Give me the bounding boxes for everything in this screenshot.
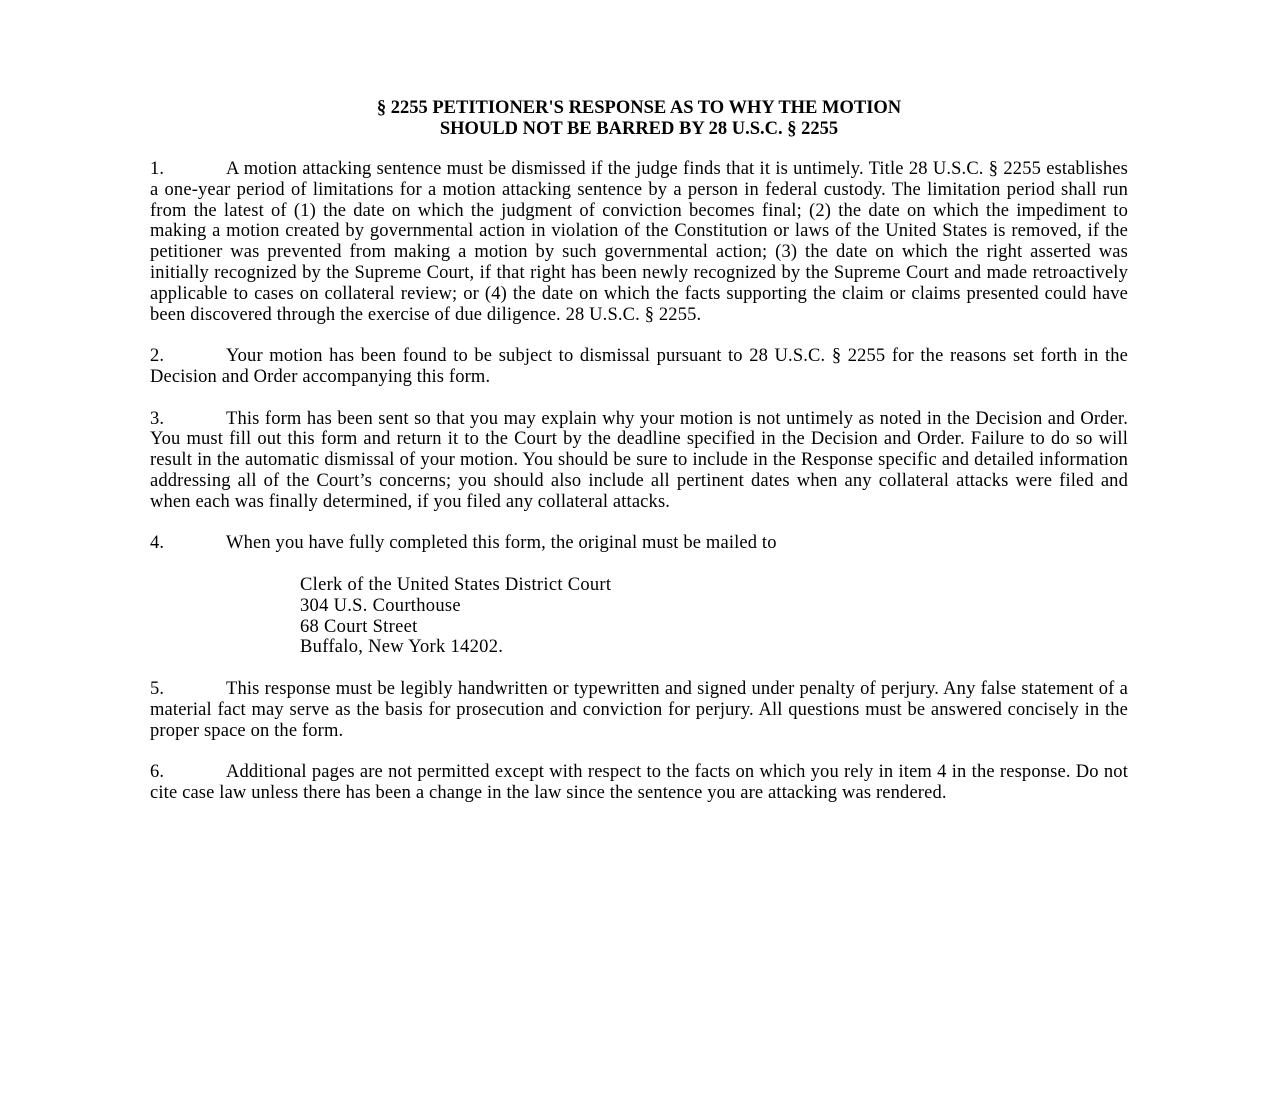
- paragraph-4: [150, 533, 1128, 554]
- paragraph-3: [150, 409, 1128, 513]
- paragraph-2: [150, 346, 1128, 388]
- paragraph-text: This response must be legibly handwritten or typewritten and signed under penalty of perjury. Any false statement of a material fact may serve as the basis for prosecution and conviction for perjury. All questions must be answered concisely in the proper space on the form.: [150, 678, 1128, 741]
- paragraph-text: Additional pages are not permitted except with respect to the facts on which you rely in item 4 in the response. Do not cite case law unless there has been a change in the law since the sentence you are attacking was rendered.: [150, 762, 1128, 803]
- title-line-1: § 2255 PETITIONER'S RESPONSE AS TO WHY THE MOTION: [376, 98, 902, 118]
- paragraph-1: [150, 159, 1128, 325]
- paragraph-number: 1.: [150, 159, 165, 179]
- document-title: [150, 98, 1128, 140]
- paragraph-number: 2.: [150, 346, 165, 367]
- paragraph-text: Your motion has been found to be subject to dismissal pursuant to 28 U.S.C. § 2255 for the reasons set forth in the Decision and Order accompanying this form.: [150, 346, 1128, 387]
- address-line-3: 68 Court Street: [300, 616, 418, 637]
- paragraph-text: A motion attacking sentence must be dismissed if the judge finds that it is untimely. Title 28 U.S.C. § 2255 establishes a one-year period of limitations for a motion attacking sentence by a person in federal custody. The limitation period shall run from the latest of (1) the date on which the judgment of conviction becomes final; (2) the date on which the impediment to making a motion created by governmental action in violation of the Constitution or laws of the United States is removed, if the petitioner was prevented from making a motion by such governmental action; (3) the date on which the right asserted was initially recognized by the Supreme Court, if that right has been newly recognized by the Supreme Court and made retroactively applicable to cases on collateral review; or (4) the date on which the facts supporting the claim or claims presented could have been discovered through the exercise of due diligence. 28 U.S.C. § 2255.: [150, 159, 1128, 325]
- document-page: [150, 98, 1128, 825]
- paragraph-6: [150, 762, 1128, 804]
- paragraph-number: 4.: [150, 533, 165, 554]
- paragraph-number: 6.: [150, 762, 165, 783]
- paragraph-text: When you have fully completed this form, the original must be mailed to: [226, 533, 777, 554]
- paragraph-number: 3.: [150, 408, 165, 429]
- paragraph-text: This form has been sent so that you may explain why your motion is not untimely as noted in the Decision and Order. You must fill out this form and return it to the Court by the deadline specified in the Decision and Order. Failure to do so will result in the automatic dismissal of your motion. You should be sure to include in the Response specific and detailed information addressing all of the Court’s concerns; you should also include all pertinent dates when any collateral attacks were filed and when each was finally determined, if you filed any collateral attacks.: [150, 408, 1128, 512]
- mailing-address: [300, 575, 1128, 658]
- address-line-1: Clerk of the United States District Court: [300, 574, 612, 595]
- address-line-4: Buffalo, New York 14202.: [300, 637, 504, 658]
- title-line-2: SHOULD NOT BE BARRED BY 28 U.S.C. § 2255: [439, 119, 839, 139]
- paragraph-5: [150, 679, 1128, 741]
- paragraph-number: 5.: [150, 678, 165, 699]
- address-line-2: 304 U.S. Courthouse: [300, 595, 461, 616]
